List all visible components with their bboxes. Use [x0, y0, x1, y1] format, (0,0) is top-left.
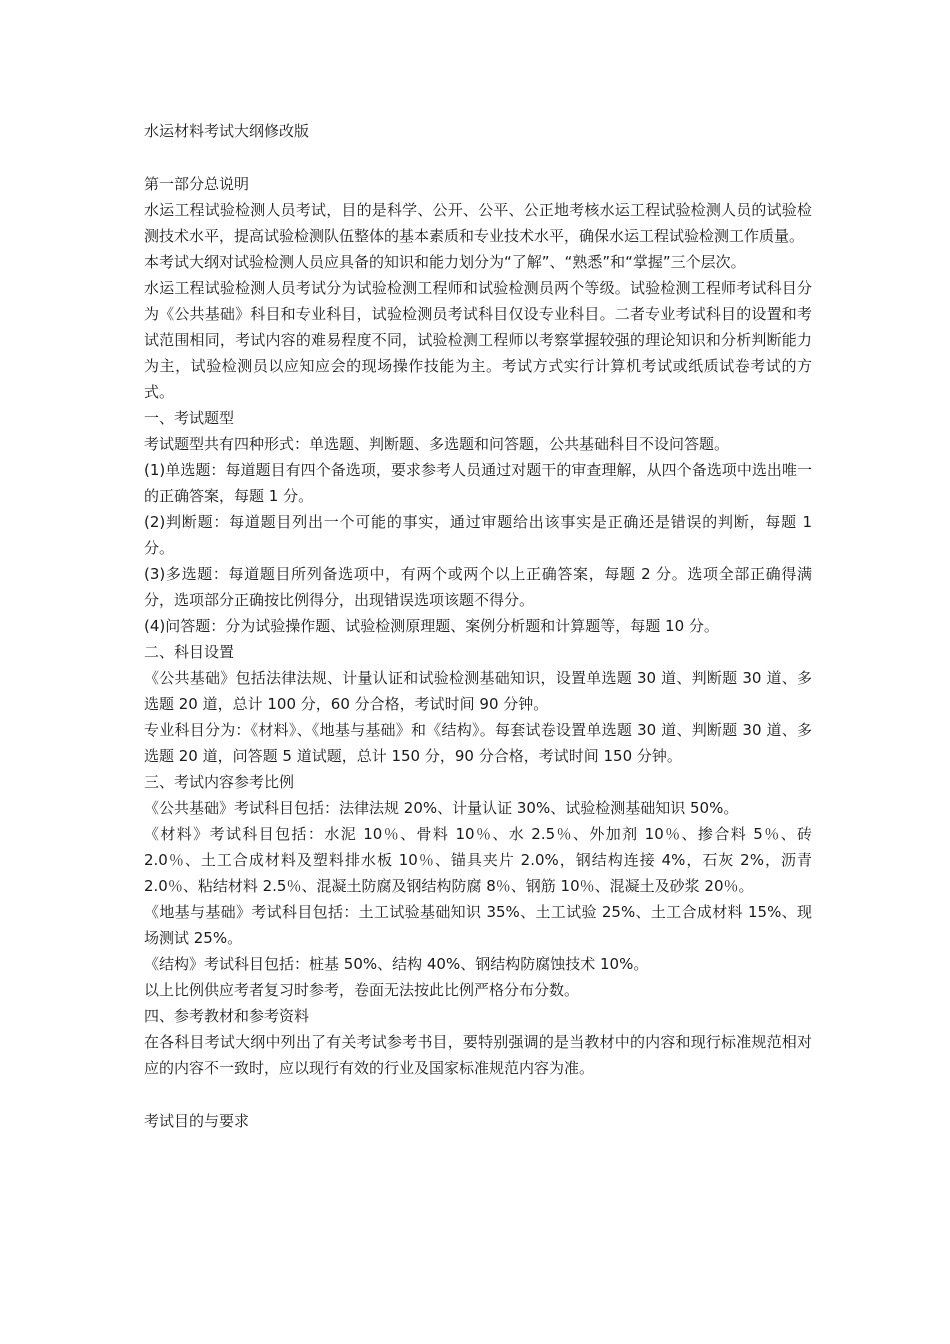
part1-heading: 第一部分总说明 — [144, 175, 250, 193]
section2-paragraph-1: 《公共基础》包括法律法规、计量认证和试验检测基础知识，设置单选题 30 道、判断题 30 道、多选题 20 道，总计 100 分，60 分合格，考试时间 90 分钟。 — [144, 669, 812, 713]
section1-paragraph-1: 考试题型共有四种形式：单选题、判断题、多选题和问答题，公共基础科目不设问答题。 — [144, 435, 730, 453]
document-page — [144, 118, 812, 1134]
section1-paragraph-4: (3)多选题：每道题目所列备选项中，有两个或两个以上正确答案，每题 2 分。选项全部正确得满分，选项部分正确按比例得分，出现错误选项该题不得分。 — [144, 565, 812, 609]
section3-heading: 三、考试内容参考比例 — [144, 773, 295, 791]
intro-paragraph-3: 水运工程试验检测人员考试分为试验检测工程师和试验检测员两个等级。试验检测工程师考试科目分为《公共基础》科目和专业科目，试验检测员考试科目仅设专业科目。二者专业考试科目的设置和考试范围相同，考试内容的难易程度不同，试验检测工程师以考察掌握较强的理论知识和分析判断能力为主，试验检测员以应知应会的现场操作技能为主。考试方式实行计算机考试或纸质试卷考试的方式。 — [144, 279, 812, 401]
section2-heading: 二、科目设置 — [144, 643, 235, 661]
section1-paragraph-3: (2)判断题：每道题目列出一个可能的事实，通过审题给出该事实是正确还是错误的判断，每题 1 分。 — [144, 513, 812, 557]
intro-paragraph-2: 本考试大纲对试验检测人员应具备的知识和能力划分为“了解”、“熟悉”和“掌握”三个层次。 — [144, 253, 746, 271]
section1-paragraph-5: (4)问答题：分为试验操作题、试验检测原理题、案例分析题和计算题等，每题 10 分。 — [144, 617, 719, 635]
section1-paragraph-2: (1)单选题：每道题目有四个备选项，要求参考人员通过对题干的审查理解，从四个备选项中选出唯一的正确答案，每题 1 分。 — [144, 461, 812, 505]
section3-paragraph-2: 《材料》考试科目包括：水泥 10％、骨料 10％、水 2.5％、外加剂 10％、掺合料 5％、砖 2.0％、土工合成材料及塑料排水板 10％、锚具夹片 2.0%，钢结构连接 4%，石灰 2%，沥青 2.0％、粘结材料 2.5％、混凝土防腐及钢结构防腐 8％、钢筋 10％、混凝土及砂浆 20％。 — [144, 825, 812, 895]
document-title: 水运材料考试大纲修改版 — [144, 122, 310, 140]
section4-heading: 四、参考教材和参考资料 — [144, 1007, 310, 1025]
section3-paragraph-1: 《公共基础》考试科目包括：法律法规 20%、计量认证 30%、试验检测基础知识 50%。 — [144, 799, 739, 817]
section4-paragraph-1: 在各科目考试大纲中列出了有关考试参考书目，要特别强调的是当教材中的内容和现行标准规范相对应的内容不一致时，应以现行有效的行业及国家标准规范内容为准。 — [144, 1033, 812, 1077]
section2-paragraph-2: 专业科目分为：《材料》、《地基与基础》和《结构》。每套试卷设置单选题 30 道、判断题 30 道、多选题 20 道，问答题 5 道试题，总计 150 分，90 分合格，考试时间 150 分钟。 — [144, 721, 812, 765]
section3-paragraph-4: 《结构》考试科目包括：桩基 50%、结构 40%、钢结构防腐蚀技术 10%。 — [144, 955, 649, 973]
section1-heading: 一、考试题型 — [144, 409, 235, 427]
section3-paragraph-5: 以上比例供应考者复习时参考，卷面无法按此比例严格分布分数。 — [144, 981, 580, 999]
intro-paragraph-1: 水运工程试验检测人员考试，目的是科学、公开、公平、公正地考核水运工程试验检测人员的试验检测技术水平，提高试验检测队伍整体的基本素质和专业技术水平，确保水运工程试验检测工作质量。 — [144, 201, 812, 245]
closing-heading: 考试目的与要求 — [144, 1112, 250, 1130]
section3-paragraph-3: 《地基与基础》考试科目包括：土工试验基础知识 35%、土工试验 25%、土工合成材料 15%、现场测试 25%。 — [144, 903, 812, 947]
